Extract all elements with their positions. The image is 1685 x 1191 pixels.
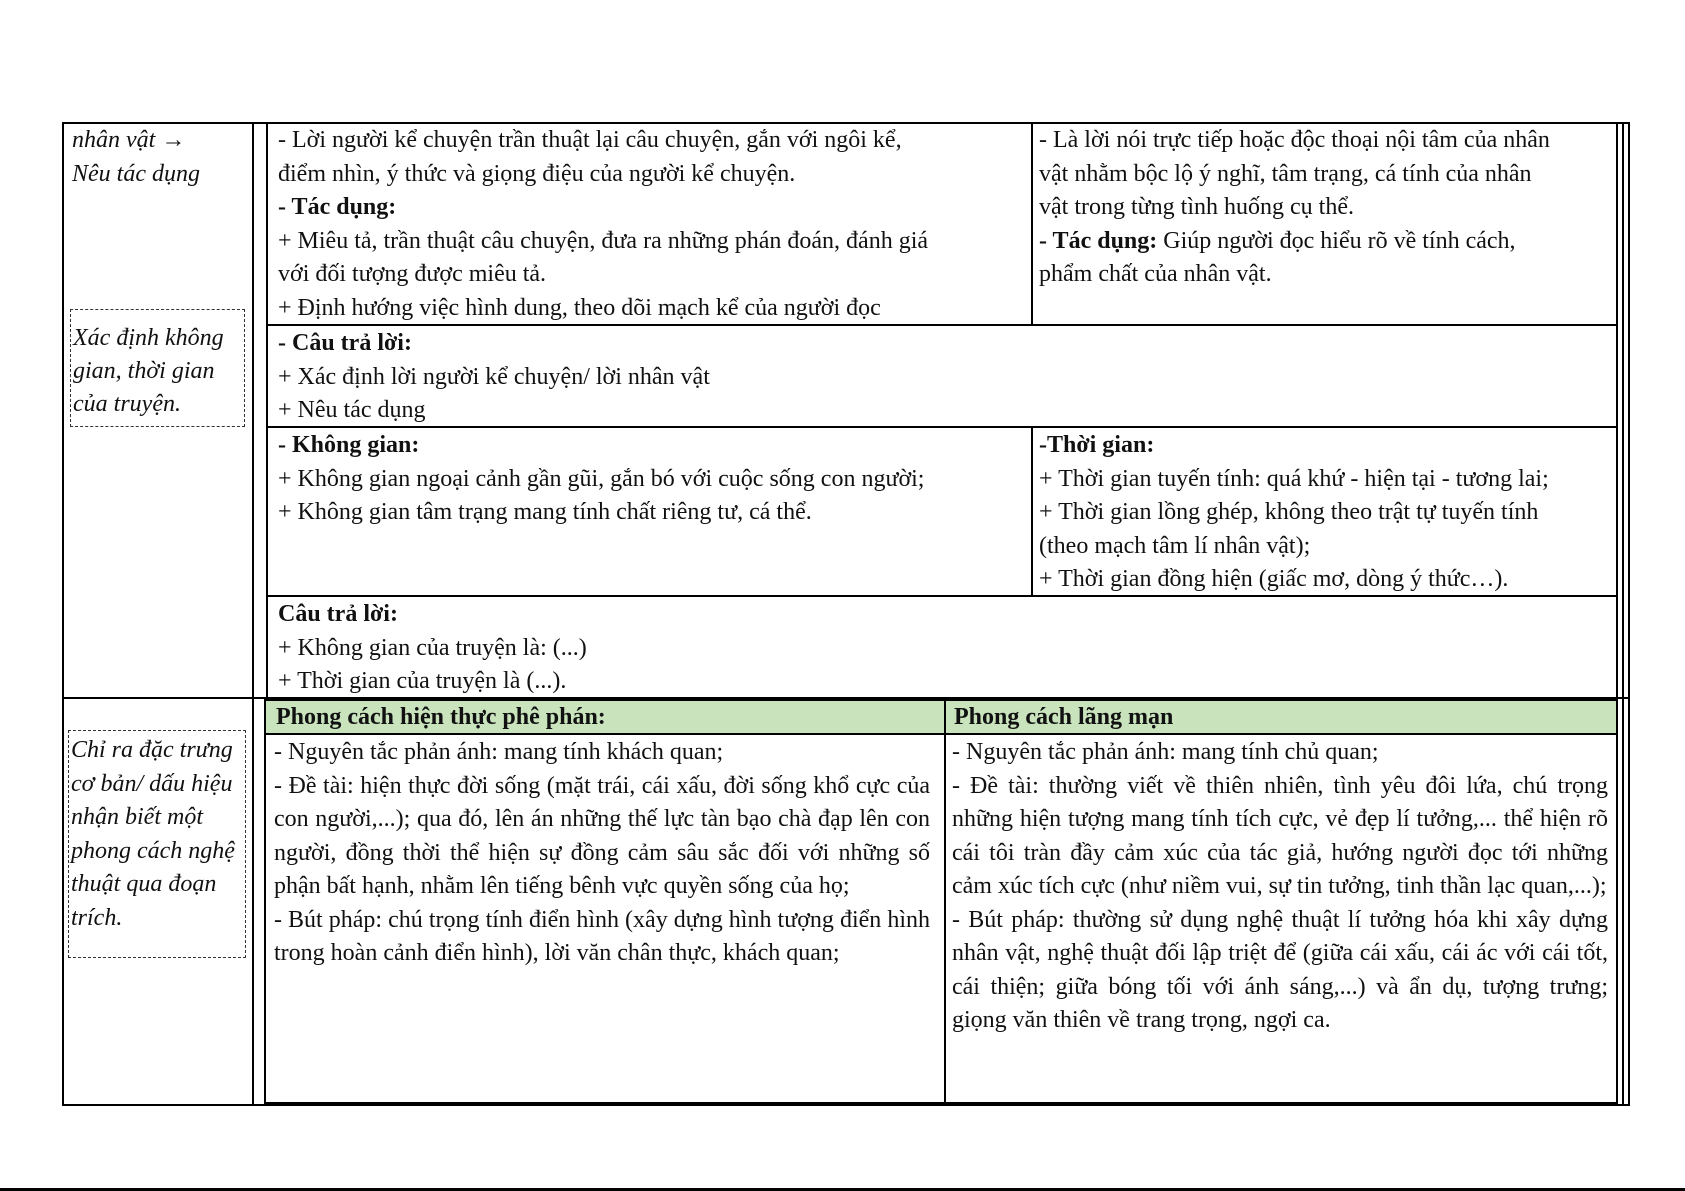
text-line: + Không gian của truyện là: (...) — [278, 634, 587, 661]
answer-cell-2 — [278, 598, 587, 699]
text-line: (theo mạch tâm lí nhân vật); — [1039, 532, 1311, 559]
space-cell — [278, 429, 924, 530]
left-top-text — [72, 124, 200, 191]
column-divider — [264, 699, 266, 1106]
text-line: + Xác định lời người kể chuyện/ lời nhân vật — [278, 363, 710, 390]
column-divider — [252, 122, 254, 1106]
text-line: vật trong từng tình huống cụ thể. — [1039, 194, 1354, 220]
text-line: - Là lời nói trực tiếp hoặc độc thoại nội tâm của nhân — [1039, 127, 1550, 153]
realism-content — [274, 736, 930, 971]
answer-heading: Câu trả lời: — [278, 601, 398, 627]
paragraph: - Bút pháp: chú trọng tính điển hình (xây dựng hình tượng điển hình trong hoàn cảnh điển hình), lời văn chân thực, khách quan; — [274, 906, 930, 966]
text-line: + Định hướng việc hình dung, theo dõi mạch kể của người đọc — [278, 294, 881, 321]
paragraph: - Nguyên tắc phản ánh: mang tính khách quan; — [274, 739, 724, 765]
paragraph: - Bút pháp: thường sử dụng nghệ thuật lí tưởng hóa khi xây dựng nhân vật, nghệ thuật đối lập triệt để (giữa cái xấu, cái ác với cái tốt, cái thiện; giữa bóng tối với ánh sáng,...) và ẩn dụ, tượng trưng; giọng văn thiên về trang trọng, ngợi ca. — [952, 906, 1608, 1033]
text-line: + Thời gian của truyện là (...). — [278, 668, 567, 694]
realism-header: Phong cách hiện thực phê phán: — [276, 704, 606, 730]
text-line: thuật qua đoạn — [71, 871, 217, 897]
text-line: phong cách nghệ — [71, 837, 235, 864]
text-line: Xác định không — [73, 325, 224, 351]
text-line: gian, thời gian — [73, 358, 215, 384]
text-line: Nêu tác dụng — [72, 160, 200, 187]
effect-heading: - Tác dụng: — [278, 194, 397, 220]
text-line: với đối tượng được miêu tả. — [278, 261, 547, 287]
text-line: nhận biết một — [71, 804, 203, 830]
text-line: Chỉ ra đặc trưng — [71, 737, 233, 763]
romanticism-header: Phong cách lãng mạn — [954, 704, 1174, 730]
text-line: nhân vật → — [72, 127, 186, 153]
time-cell — [1039, 429, 1549, 597]
section2-divider — [944, 699, 946, 1106]
task-box-text — [71, 734, 235, 935]
right-divider-inner — [1616, 122, 1618, 1106]
right-divider-outer — [1622, 122, 1624, 1106]
row3-divider — [1031, 426, 1033, 596]
text-line: - Lời người kể chuyện trần thuật lại câu chuyện, gắn với ngôi kể, — [278, 127, 902, 153]
answer-heading: - Câu trả lời: — [278, 330, 412, 356]
text-line: + Thời gian lồng ghép, không theo trật tự tuyến tính — [1039, 499, 1539, 525]
text-line: cơ bản/ dấu hiệu — [71, 770, 233, 797]
time-heading: -Thời gian: — [1039, 432, 1155, 458]
character-speech-cell — [1039, 124, 1614, 292]
space-heading: - Không gian: — [278, 432, 420, 458]
text-line — [1039, 225, 1614, 259]
column-divider-inner — [266, 122, 268, 697]
text-line: + Không gian tâm trạng mang tính chất riêng tư, cá thể. — [278, 499, 812, 525]
row-line — [264, 1102, 1618, 1104]
text-line: + Nêu tác dụng — [278, 397, 426, 423]
paragraph: - Nguyên tắc phản ánh: mang tính chủ quan; — [952, 739, 1379, 765]
text-span: Giúp người đọc hiểu rõ về tính cách, — [1157, 227, 1516, 254]
task-box-space-time — [70, 309, 245, 427]
text-line: trích. — [71, 904, 123, 931]
task-box-text — [73, 322, 224, 421]
answer-cell-1 — [278, 327, 710, 428]
text-line: + Miêu tả, trần thuật câu chuyện, đưa ra những phán đoán, đánh giá — [278, 227, 929, 254]
text-line: điểm nhìn, ý thức và giọng điệu của người kể chuyện. — [278, 160, 796, 187]
paragraph: - Đề tài: thường viết về thiên nhiên, tình yêu đôi lứa, chú trọng những hiện tượng mang tính tích cực, vẻ đẹp lí tưởng,... thể hiện rõ cái tôi tràn đầy cảm xúc của tác giả, hướng người đọc tới những cảm xúc tích cực (như niềm vui, sự tin tưởng, tinh thần lạc quan,...); — [952, 772, 1608, 899]
text-line: + Không gian ngoại cảnh gần gũi, gắn bó với cuộc sống con người; — [278, 465, 925, 492]
text-line: vật nhằm bộc lộ ý nghĩ, tâm trạng, cá tính của nhân — [1039, 160, 1532, 187]
romanticism-content — [952, 736, 1608, 1038]
narrator-speech-cell — [278, 124, 1023, 325]
text-line: + Thời gian tuyến tính: quá khứ - hiện tại - tương lai; — [1039, 465, 1549, 492]
text-line: phẩm chất của nhân vật. — [1039, 261, 1272, 287]
paragraph: - Đề tài: hiện thực đời sống (mặt trái, cái xấu, đời sống khổ cực của con người,...); qua đó, lên án những thế lực tàn bạo chà đạp lên con người, đồng thời thể hiện sự đồng cảm sâu sắc đối với những số phận bất hạnh, nhằm lên tiếng bênh vực quyền sống của họ; — [274, 772, 930, 899]
row1-divider — [1031, 122, 1033, 325]
task-box-style — [68, 730, 246, 958]
effect-heading: - Tác dụng: — [1039, 227, 1158, 254]
text-line: + Thời gian đồng hiện (giấc mơ, dòng ý thức…). — [1039, 566, 1509, 592]
text-line: của truyện. — [73, 391, 181, 417]
